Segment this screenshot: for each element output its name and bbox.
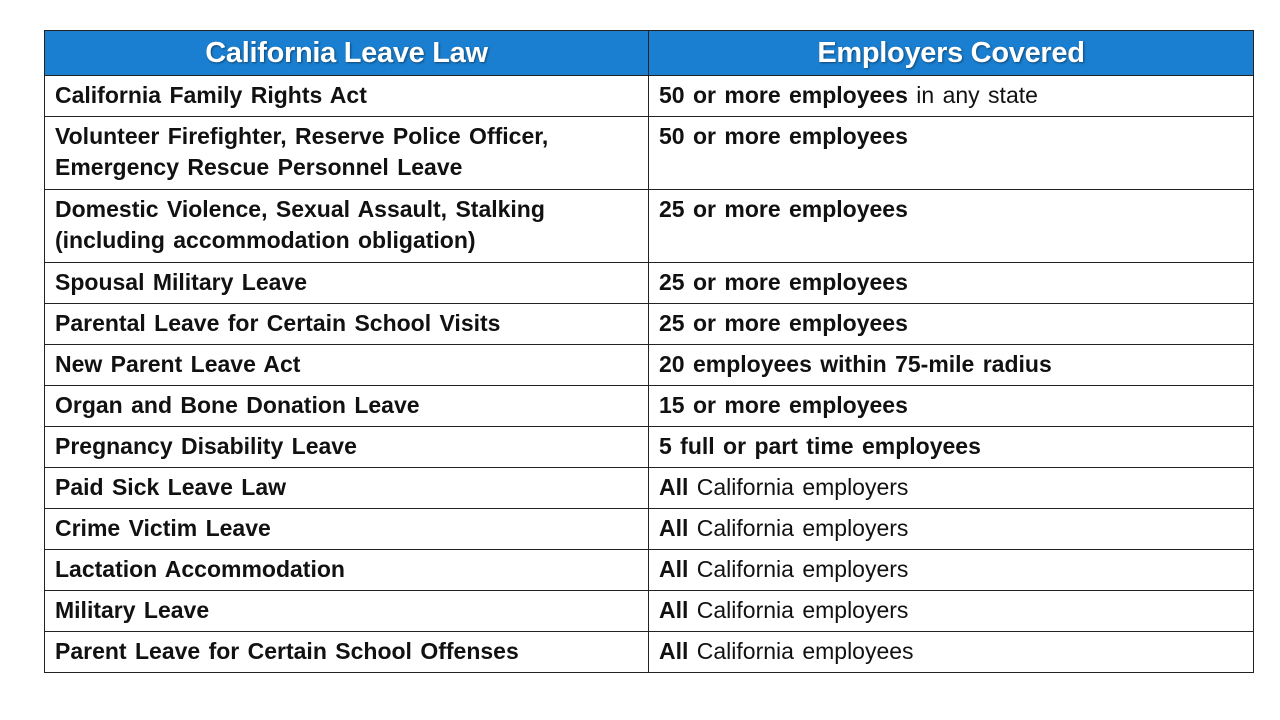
table-row	[45, 509, 1254, 550]
law-cell: Organ and Bone Donation Leave	[45, 386, 649, 427]
coverage-cell	[649, 427, 1254, 468]
coverage-rest: California employers	[688, 597, 909, 623]
coverage-bold: 25 or more employees	[659, 269, 908, 295]
table-row	[45, 591, 1254, 632]
law-cell: Crime Victim Leave	[45, 509, 649, 550]
table-row	[45, 550, 1254, 591]
table-row	[45, 345, 1254, 386]
law-cell: Military Leave	[45, 591, 649, 632]
coverage-rest: California employers	[688, 515, 909, 541]
coverage-bold: All	[659, 474, 689, 500]
coverage-bold: All	[659, 638, 689, 664]
coverage-cell	[649, 550, 1254, 591]
coverage-bold: All	[659, 515, 689, 541]
coverage-cell	[649, 263, 1254, 304]
table-row	[45, 632, 1254, 673]
coverage-cell	[649, 509, 1254, 550]
coverage-bold: 20 employees within 75-mile radius	[659, 351, 1052, 377]
coverage-bold: 50 or more employees	[659, 82, 908, 108]
table-row	[45, 190, 1254, 263]
table-body	[45, 76, 1254, 673]
coverage-bold: 50 or more employees	[659, 123, 908, 149]
leave-law-table	[44, 30, 1254, 673]
coverage-bold: 5 full or part time employees	[659, 433, 981, 459]
coverage-bold: 25 or more employees	[659, 310, 908, 336]
coverage-bold: 15 or more employees	[659, 392, 908, 418]
coverage-rest: California employees	[688, 638, 914, 664]
table-row	[45, 263, 1254, 304]
table-row	[45, 427, 1254, 468]
table-row	[45, 304, 1254, 345]
law-cell: Lactation Accommodation	[45, 550, 649, 591]
coverage-cell	[649, 190, 1254, 263]
coverage-cell	[649, 632, 1254, 673]
law-cell: Parent Leave for Certain School Offenses	[45, 632, 649, 673]
coverage-cell	[649, 304, 1254, 345]
coverage-bold: 25 or more employees	[659, 196, 908, 222]
coverage-cell	[649, 117, 1254, 190]
coverage-bold: All	[659, 597, 689, 623]
law-cell: Paid Sick Leave Law	[45, 468, 649, 509]
law-cell: New Parent Leave Act	[45, 345, 649, 386]
header-row	[45, 31, 1254, 76]
coverage-cell	[649, 345, 1254, 386]
coverage-rest: California employers	[688, 556, 909, 582]
table-row	[45, 117, 1254, 190]
law-cell: Volunteer Firefighter, Reserve Police Officer, Emergency Rescue Personnel Leave	[45, 117, 649, 190]
coverage-cell	[649, 468, 1254, 509]
header-california-leave-law: California Leave Law	[45, 31, 649, 76]
table-row	[45, 468, 1254, 509]
table-header	[45, 31, 1254, 76]
coverage-cell	[649, 591, 1254, 632]
law-cell: Pregnancy Disability Leave	[45, 427, 649, 468]
coverage-bold: All	[659, 556, 689, 582]
law-cell: California Family Rights Act	[45, 76, 649, 117]
coverage-cell	[649, 386, 1254, 427]
header-employers-covered: Employers Covered	[649, 31, 1254, 76]
table-row	[45, 386, 1254, 427]
law-cell: Parental Leave for Certain School Visits	[45, 304, 649, 345]
table-row	[45, 76, 1254, 117]
coverage-rest: in any state	[907, 82, 1038, 108]
law-cell: Spousal Military Leave	[45, 263, 649, 304]
law-cell: Domestic Violence, Sexual Assault, Stalking (including accommodation obligation)	[45, 190, 649, 263]
coverage-cell	[649, 76, 1254, 117]
coverage-rest: California employers	[688, 474, 909, 500]
